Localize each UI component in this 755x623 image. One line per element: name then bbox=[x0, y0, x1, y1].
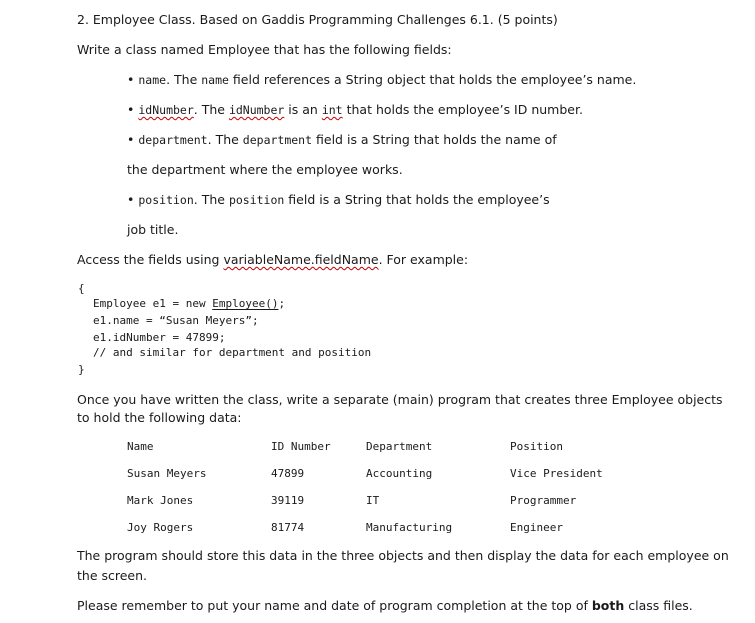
display-text-line2: the screen. bbox=[77, 568, 148, 583]
display-text-line1: The program should store this data in the three objects and then display the data for each employee on bbox=[77, 548, 729, 563]
table-header-position: Position bbox=[510, 440, 563, 453]
table-cell: Mark Jones bbox=[127, 494, 194, 507]
code-line-3: e1.idNumber = 47899; bbox=[93, 331, 226, 344]
code-close-brace: } bbox=[78, 363, 85, 376]
field-item-position: • position. The position field is a String that holds the employee’s bbox=[127, 192, 550, 207]
main-program-text-line1: Once you have written the class, write a separate (main) program that creates three Employee objects bbox=[77, 392, 723, 407]
code-line-2: e1.name = “Susan Meyers”; bbox=[93, 314, 259, 327]
table-header-department: Department bbox=[366, 440, 433, 453]
table-cell: Accounting bbox=[366, 467, 433, 480]
code-open-brace: { bbox=[78, 282, 85, 295]
table-cell: Vice President bbox=[510, 467, 603, 480]
table-header-name: Name bbox=[127, 440, 154, 453]
code-line-4: // and similar for department and position bbox=[93, 346, 372, 359]
intro-text: Write a class named Employee that has the following fields: bbox=[77, 42, 452, 57]
table-header-id: ID Number bbox=[271, 440, 331, 453]
bullet-icon: • bbox=[127, 132, 135, 147]
bullet-icon: • bbox=[127, 72, 135, 87]
field-item-position-cont: job title. bbox=[127, 222, 179, 237]
field-item-name: • name. The name field references a String object that holds the employee’s name. bbox=[127, 72, 637, 87]
access-text: Access the fields using variableName.fieldName. For example: bbox=[77, 252, 469, 267]
assignment-heading: 2. Employee Class. Based on Gaddis Programming Challenges 6.1. (5 points) bbox=[77, 12, 558, 27]
bullet-icon: • bbox=[127, 192, 135, 207]
table-cell: 81774 bbox=[271, 521, 305, 534]
reminder-text: Please remember to put your name and date of program completion at the top of both class files. bbox=[77, 598, 693, 613]
field-item-idnumber: • idNumber. The idNumber is an int that holds the employee’s ID number. bbox=[127, 102, 583, 117]
table-cell: Engineer bbox=[510, 521, 563, 534]
bullet-icon: • bbox=[127, 102, 135, 117]
field-item-department: • department. The department field is a String that holds the name of bbox=[127, 132, 557, 147]
field-item-department-cont: the department where the employee works. bbox=[127, 162, 403, 177]
table-cell: 39119 bbox=[271, 494, 305, 507]
table-cell: Susan Meyers bbox=[127, 467, 207, 480]
table-cell: Manufacturing bbox=[366, 521, 453, 534]
table-cell: Programmer bbox=[510, 494, 577, 507]
code-line-1: Employee e1 = new Employee(); bbox=[93, 297, 286, 310]
table-cell: Joy Rogers bbox=[127, 521, 194, 534]
table-cell: IT bbox=[366, 494, 380, 507]
main-program-text-line2: to hold the following data: bbox=[77, 410, 242, 425]
table-cell: 47899 bbox=[271, 467, 305, 480]
